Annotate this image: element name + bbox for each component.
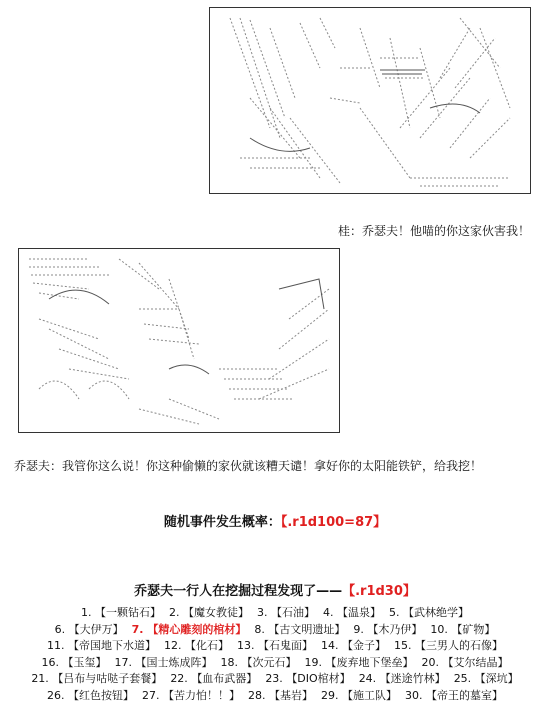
list-item: 25. 【深坑】 xyxy=(453,672,519,685)
list-item: 22. 【血布武器】 xyxy=(170,672,258,685)
list-item: 28. 【基岩】 xyxy=(248,688,313,702)
list-item: 30. 【帝王的墓室】 xyxy=(405,688,503,702)
list-item: 21. 【吕布与咕哒子套餐】 xyxy=(31,672,163,685)
discovery-label: 乔瑟夫一行人在挖掘过程发现了—— xyxy=(134,584,343,599)
list-item: 6. 【大伊万】 xyxy=(54,622,124,636)
katsura-dialogue: 桂：乔瑟夫！他喵的你这家伙害我！ xyxy=(337,224,530,238)
ascii-art-top-image xyxy=(210,8,530,193)
list-item: 13. 【石鬼面】 xyxy=(237,639,313,652)
list-row xyxy=(0,638,550,655)
list-item: 24. 【迷途竹林】 xyxy=(358,672,446,685)
list-row xyxy=(0,655,550,672)
ascii-art-panel-bottom xyxy=(18,248,340,433)
list-item: 8. 【古文明遗址】 xyxy=(254,622,346,636)
list-item: 15. 【三男人的石像】 xyxy=(394,639,503,652)
list-item: 18. 【次元石】 xyxy=(220,655,297,669)
list-item-highlighted: 7. 【精心雕刻的棺材】 xyxy=(131,622,247,636)
list-row xyxy=(0,605,550,622)
list-item: 12. 【化石】 xyxy=(164,639,229,652)
list-item: 17. 【国士炼成阵】 xyxy=(114,655,213,669)
list-item: 9. 【木乃伊】 xyxy=(353,622,423,636)
random-event-heading xyxy=(0,511,550,530)
ascii-art-bottom-image xyxy=(19,249,339,432)
random-event-label: 随机事件发生概率： xyxy=(163,515,281,530)
discovery-roll: 【.r1d30】 xyxy=(342,584,416,599)
discovery-options-list xyxy=(0,605,550,704)
list-item: 1. 【一颗钻石】 xyxy=(81,606,161,619)
list-item: 4. 【温泉】 xyxy=(323,606,381,619)
list-item: 26. 【红色按钮】 xyxy=(47,688,134,702)
list-item: 11. 【帝国地下水道】 xyxy=(47,639,156,652)
list-item: 5. 【武林绝学】 xyxy=(389,606,469,619)
joseph-dialogue: 乔瑟夫：我管你这么说！你这种偷懒的家伙就该糟天谴！拿好你的太阳能铁铲，给我挖！ xyxy=(14,459,483,473)
list-item: 27. 【苦力怕！！】 xyxy=(142,688,240,702)
list-item: 23. 【DIO棺材】 xyxy=(265,672,351,685)
list-item: 16. 【玉玺】 xyxy=(41,655,107,669)
list-item: 2. 【魔女教徒】 xyxy=(169,606,249,619)
list-item: 20. 【艾尔结晶】 xyxy=(421,655,509,669)
list-item: 10. 【矿物】 xyxy=(430,622,496,636)
list-item: 14. 【金子】 xyxy=(321,639,386,652)
list-row xyxy=(0,671,550,688)
list-row xyxy=(0,688,550,705)
ascii-art-panel-top xyxy=(209,7,531,194)
list-item: 19. 【废弃地下堡垒】 xyxy=(304,655,414,669)
list-item: 29. 【施工队】 xyxy=(321,688,397,702)
random-event-roll: 【.r1d100=87】 xyxy=(280,515,387,530)
list-item: 3. 【石油】 xyxy=(257,606,315,619)
list-row xyxy=(0,622,550,639)
discovery-heading xyxy=(0,580,550,599)
